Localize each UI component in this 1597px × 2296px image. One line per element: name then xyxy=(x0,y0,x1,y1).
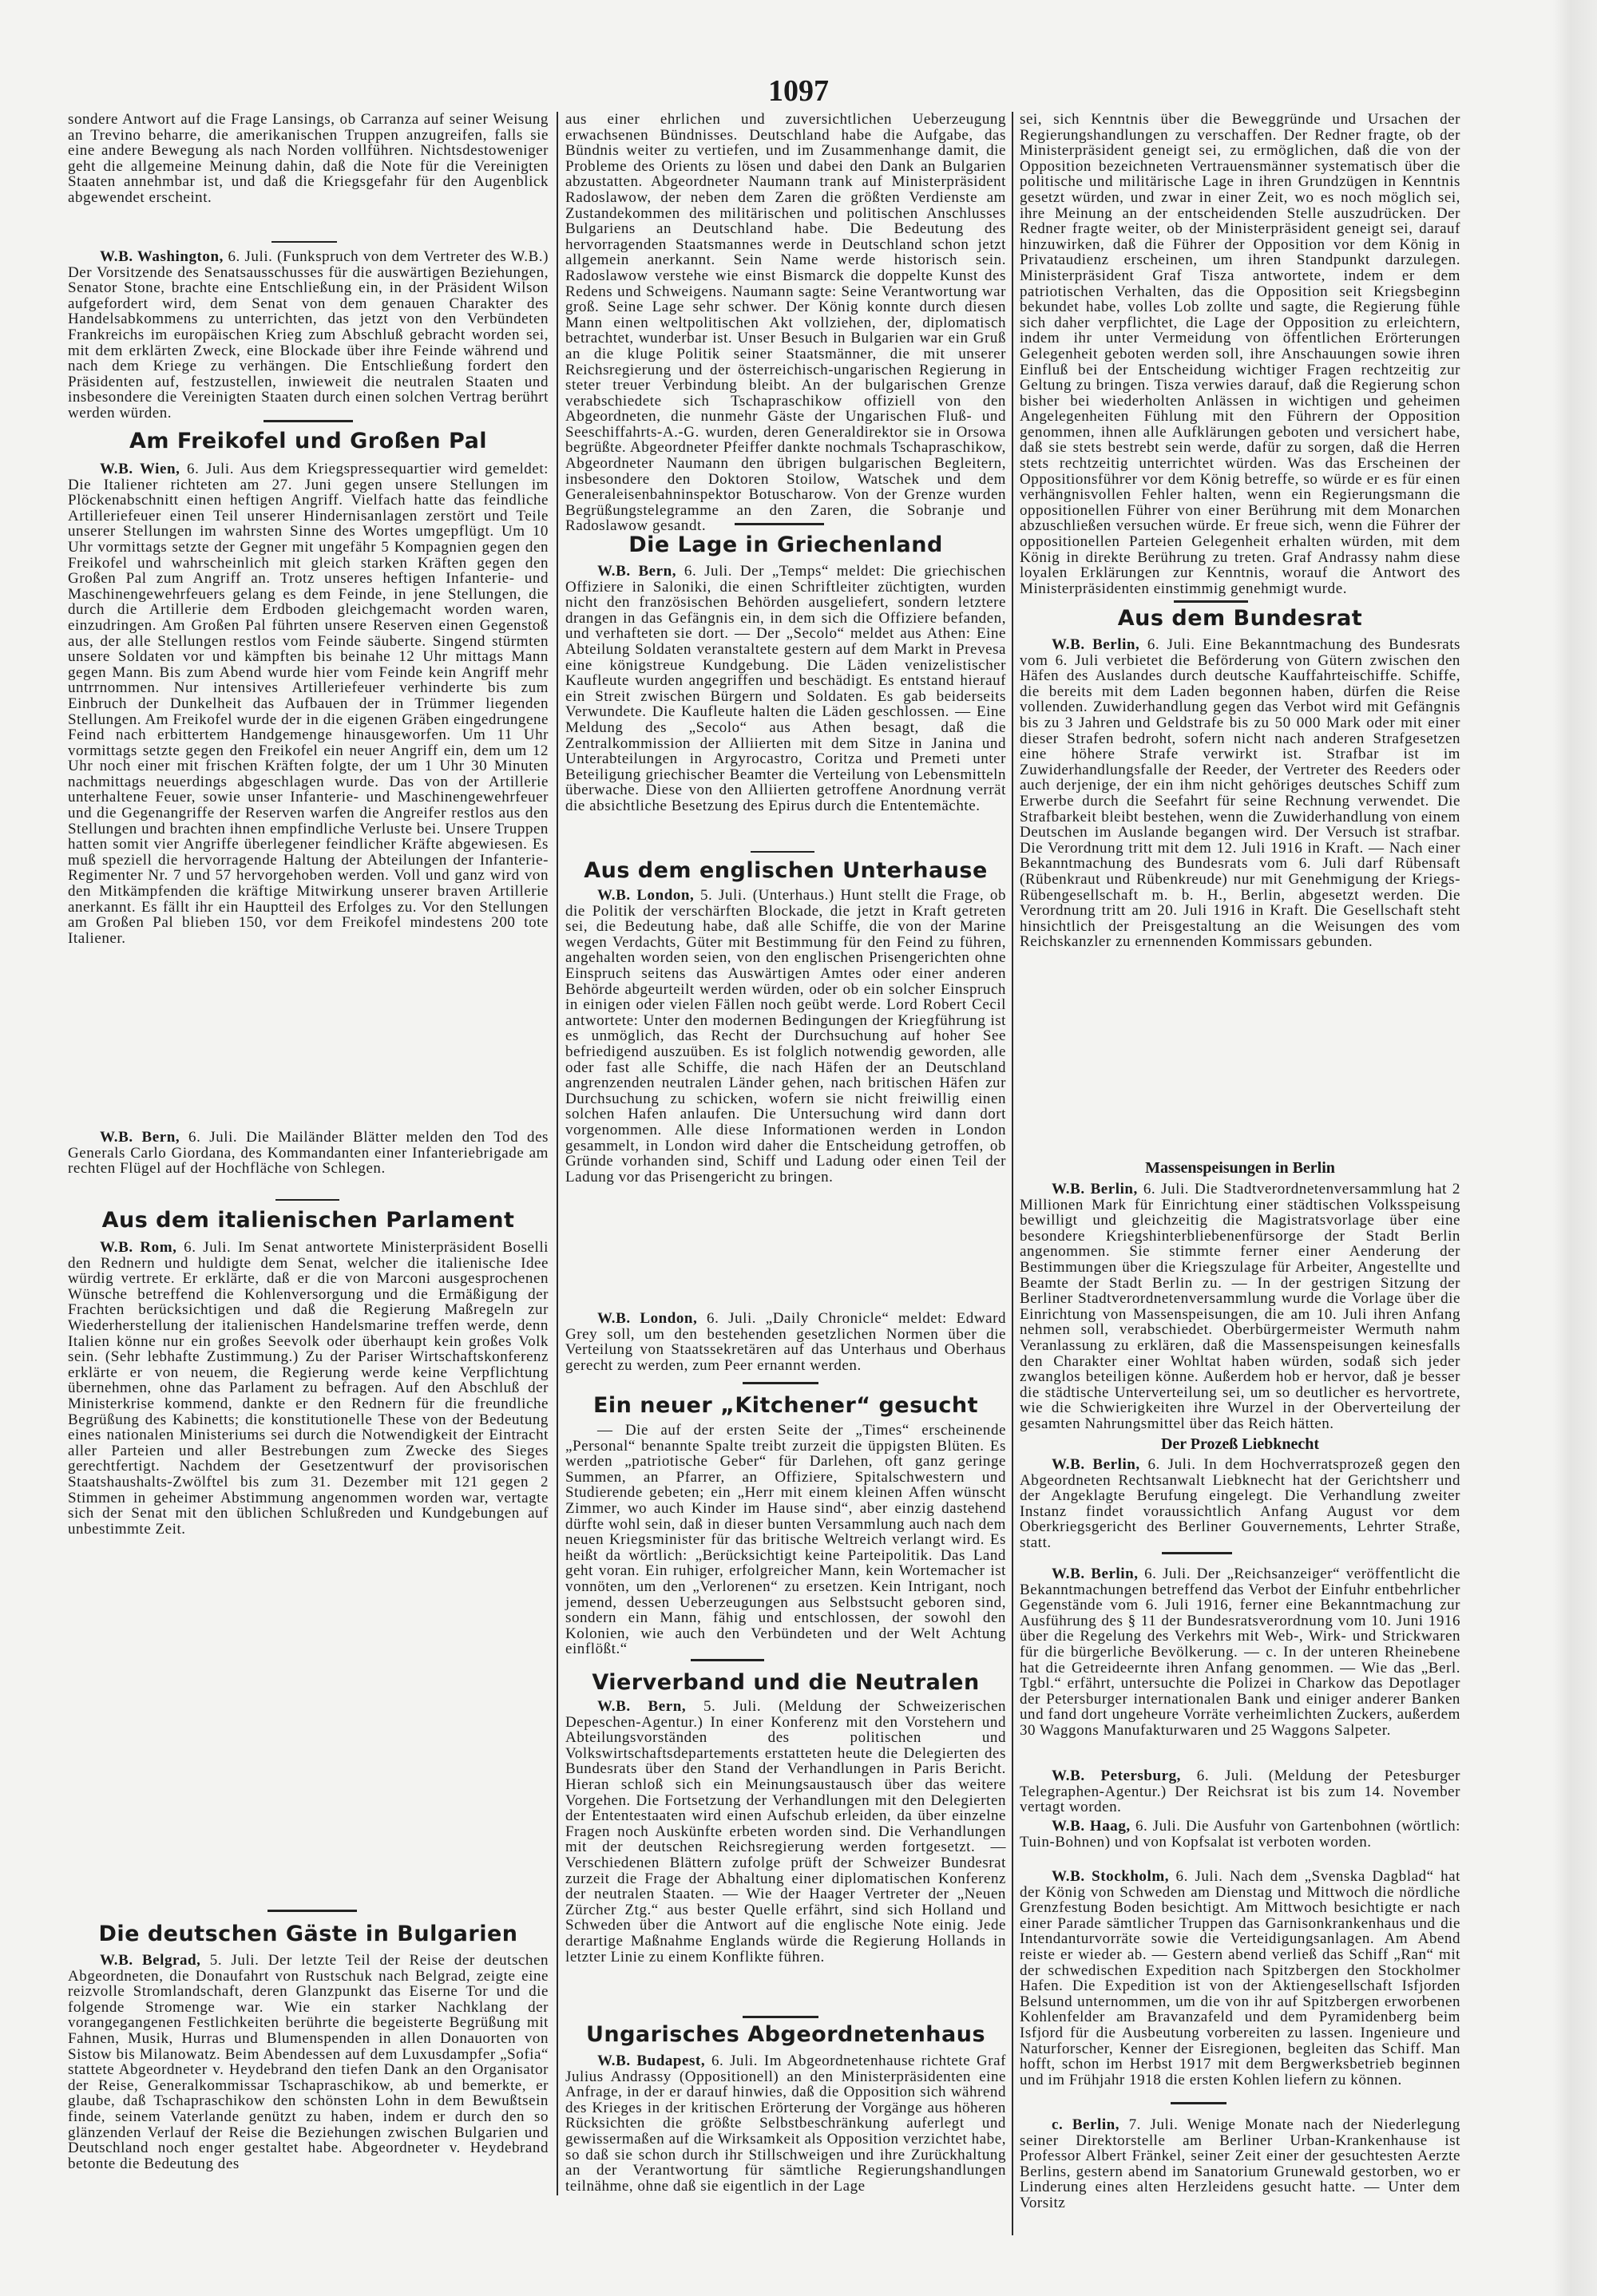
article-continuation: sei, sich Kenntnis über die Beweggründe und Ursachen der Regierungshandlungen zu verschaffen. Der Redner fragte, ob der Ministerpräsident geneigt sei, zu ermöglichen, daß die von der Opposition bezeichneten Vertrauensmänner systematisch über die politische und militärische Lage in ihren Grundzügen in Kenntnis gesetzt würden, und zwar in einer Zeit, wo es noch möglich sei, ihre Meinung an der entscheidenden Stelle auszudrücken. Der Redner fragte weiter, ob der Ministerpräsident geneigt sei, darauf hinzuwirken, daß die Führer der Opposition vor dem König in Privataudienz erscheinen, um ihren Standpunkt darzulegen. Ministerpräsident Graf Tisza antwortete, indem er dem patriotischen Verhalten, das die Opposition seit Kriegsbeginn bekundet habe, volles Lob zollte und sagte, die Regierung fühle sich daher verpflichtet, die Lage der Opposition zu erleichtern, indem ihr unter Vermeidung von öffentlichen Erörterungen Gelegenheit geboten werden soll, ihre Anschauungen sowie ihren Einfluß bei der Entscheidung wichtiger Fragen rechtzeitig zur Geltung zu bringen. Tisza verwies darauf, daß die Regierung schon bisher bei wiederholten Anlässen in wichtigen und geheimen Angelegenheiten Fühlung mit den Führern der Opposition genommen, ihnen alle Aufklärungen geboten und versichert habe, daß sie stets bestrebt sein werde, dafür zu sorgen, daß die Herren stets rechtzeitig unterrichtet würden. Was das Erscheinen der Oppositionsführer vor dem König betreffe, so würde er es für einen verhängnisvollen Fehler halten, wenn ein Regierungsmann die oppositionellen Führer von einer Berührung mit dem Monarchen abzuschließen versuchen würde. Er freue sich, wenn die Führer der oppositionellen Parteien Gelegenheit erhalten würden, mit dem König in direkte Berührung zu treten. Graf Andrassy nahm diese loyalen Erklärungen zur Kenntnis, worauf die Antwort des Ministerpräsidenten einstimmig genehmigt wurde. xyxy=(1020,111,1460,597)
article-continuation: sondere Antwort auf die Frage Lansings, ob Carranza auf seiner Weisung an Trevino beharre, die amerikanischen Truppen anzugreifen, falls sie eine andere Bewegung als nach Norden vollführen. Nichtsdestoweniger geht die allgemeine Meinung dahin, daß die Note für die Vereinigten Staaten annehmbar ist, und daß die Kriegsgefahr für den Augenblick abgewendet erscheint. xyxy=(68,111,549,206)
divider xyxy=(1174,600,1248,603)
article-belgrad: W.B. Belgrad, 5. Juli. Der letzte Teil der Reise der deutschen Abgeordneten, die Donaufahrt von Rustschuk nach Belgrad, zeigte eine reizvolle Stromlandschaft, deren Glanzpunkt das Eiserne Tor und die folgende Stromenge war. Wie ein starker Nachklang der vorangegangenen Festlichkeiten berührte die begeisterte Begrüßung mit Fahnen, Musik, Hurras und Blumenspenden in allen Donauorten von Sistow bis Milanowatz. Beim Abendessen auf dem Luxusdampfer „Sofia“ stattete Abgeordneter v. Heydebrand den tiefen Dank an den Organisator der Reise, Generalkommissar Tschapraschikow, ab und bemerkte, er glaube, daß Tschapraschikow den schönsten Lohn in dem Bewußtsein finde, seinem Vaterlande genützt zu haben, indem er durch den so glänzenden Verlauf der Reise die Beziehungen zwischen Bulgarien und Deutschland noch enger gestaltet habe. Abgeordneter v. Heydebrand betonte die Bedeutung des xyxy=(68,1952,549,2172)
article-washington: W.B. Washington, 6. Juli. (Funkspruch von dem Vertreter des W.B.) Der Vorsitzende des Senatsausschusses für die auswärtigen Beziehungen, Senator Stone, brachte eine Entschließung ein, in der Präsident Wilson aufgefordert wird, dem Senat von dem genauen Charakter des Handelsabkommens zu unterrichten, das jetzt von den Verbündeten Frankreichs im europäischen Krieg zum Abschluß gebracht worden sei, mit dem erklärten Zweck, eine Blockade über ihre Feinde während und nach dem Kriege zu verhängen. Die Entschließung fordert den Präsidenten auf, festzustellen, inwieweit die neutralen Staaten und insbesondere die Vereinigten Staaten durch einen solchen Vertrag berührt werden würden. xyxy=(68,248,549,422)
headline: Die Lage in Griechenland xyxy=(628,532,943,557)
subheading: Massenspeisungen in Berlin xyxy=(1145,1159,1335,1177)
article-rom: W.B. Rom, 6. Juli. Im Senat antwortete Ministerpräsident Boselli den Rednern und huldigte dem Senat, welcher die italienische Idee würdig vertrete. Er erklärte, daß er die von Marconi ausgesprochenen Wünsche betreffend die Kohlenversorgung und die Ermäßigung der Frachten berücksichtigen und daß die Regierung Maßregeln zur Wiederherstellung der italienischen Handelsmarine treffen werde, denn Italien könne nur ein großes Seevolk oder überhaupt kein großes Volk sein. (Sehr lebhafte Zustimmung.) Zu der Pariser Wirtschaftskonferenz erklärte er von neuem, die Regierung werde keine Verpflichtung übernehmen, ohne das Parlament zu befragen. Auf den Abschluß der Ministerkrise kommend, dankte er den Rednern für die freundliche Begrüßung des Kabinetts; die konstitutionelle These von der Bedeutung eines nationalen Ministeriums sei durch die Notwendigkeit der Eintracht aller Parteien und aller Bestrebungen zum Zwecke des Sieges gerechtfertigt. Nachdem der Gesetzentwurf der provisorischen Staatshaushalts-Zwölftel bis zum 31. Dezember mit 121 gegen 2 Stimmen in geheimer Abstimmung angenommen worden war, vertagte sich der Senat mit den üblichen Schlußreden und Kundgebungen auf unbestimmte Zeit. xyxy=(68,1239,549,1538)
column-divider xyxy=(1012,112,1013,2235)
article-london-5: W.B. London, 5. Juli. (Unterhaus.) Hunt stellt die Frage, ob die Politik der verschärften Blockade, die jetzt in Kraft getreten sei, die Bedeutung habe, daß alle Schiffe, die von der Marine wegen Verdachts, Güter mit Bestimmung für den Feind zu führen, angehalten worden seien, von den englischen Prisengerichten ohne Einspruch seitens das Auswärtigen Amtes oder einer anderen Behörde abgeurteilt werden würden, oder ob ein solcher Einspruch in einigen oder vielen Fällen noch geübt werde. Lord Robert Cecil antwortete: Unter den modernen Bedingungen der Kriegführung ist es unmöglich, das Recht der Durchsuchung auf hoher See befriedigend auszuüben. Es ist folglich notwendig geworden, alle oder fast alle Schiffe, die nach Häfen der an Deutschland angrenzenden neutralen Länder gehen, nach britischen Häfen zur Durchsuchung zu schicken, wofern sie nicht freiwillig einen solchen Hafen anlaufen. Die Untersuchung wird dann dort vorgenommen. Alle diese Informationen werden in London gesammelt, in London wird daher die Entscheidung getroffen, ob Gründe vorhanden sind, Schiff und Ladung oder einen Teil der Ladung vor das Prisengericht zu bringen. xyxy=(565,887,1007,1186)
article-bern: W.B. Bern, 6. Juli. Die Mailänder Blätter melden den Tod des Generals Carlo Giordana, des Kommandanten einer Infanteriebrigade am rechten Flügel auf der Hochfläche von Schlegen. xyxy=(68,1129,549,1178)
article-stockholm: W.B. Stockholm, 6. Juli. Nach dem „Svenska Dagblad“ hat der König von Schweden am Dienstag und Mittwoch die nördliche Grenzfestung Boden besichtigt. Am Mittwoch besichtigte er nach einer Parade sämtlicher Truppen das Garnisonkrankenhaus und die Intendanturvorräte sowie die Verteidigungsanlagen. Am Abend reiste er wieder ab. — Gestern abend verließ das Schiff „Ran“ mit der schwedischen Expedition nach Spitzbergen den Stockholmer Hafen. Die Expedition ist von der Aktiengesellschaft Isfjorden Belsund unternommen, um die von ihr auf Spitzbergen erworbenen Kohlenfelder am Bravanzafeld und dem Pyramidenberg beim Isfjord für die Ausbeutung vorbereiten zu lassen. Ingenieure und Naturforscher, Kenner der Eisregionen, begleiten das Schiff. Man hofft, schon im Herbst 1917 mit dem Bergwerksbetrieb beginnen und im Frühjahr 1918 die ersten Kohlen liefern zu können. xyxy=(1020,1868,1460,2088)
divider xyxy=(1171,2102,1226,2104)
article-vierverband: W.B. Bern, 5. Juli. (Meldung der Schweizerischen Depeschen-Agentur.) In einer Konferenz mit den Vorstehern und Abteilungsvorständen des politischen und Volkswirtschaftsdepartements erstatteten heute die Delegierten des Bundesrats über den Stand der Verhandlungen in Paris Bericht. Hieran schloß sich ein Meinungsaustausch über das weitere Vorgehen. Die Fortsetzung der Verhandlungen mit den Delegierten der Ententestaaten wird einen Aufschub erleiden, da über einzelne Fragen noch Auskünfte erbeten worden sind. Die Verhandlungen mit der deutschen Reichsregierung werden fortgesetzt. — Verschiedenen Blättern zufolge prüft der Schweizer Bundesrat zurzeit die Frage der Abhaltung einer diplomatischen Konferenz der neutralen Staaten. — Wie der Haager Vertreter der „Neuen Zürcher Ztg.“ aus bester Quelle erfährt, sind sich Holland und Schweden über die Antwort auf die englische Note einig. Jede derartige Maßnahme Englands würde die Regierung Hollands in letzter Linie zu einem Konflikte führen. xyxy=(565,1698,1006,1965)
headline: Ein neuer „Kitchener“ gesucht xyxy=(592,1393,979,1418)
article-griechenland: W.B. Bern, 6. Juli. Der „Temps“ meldet: Die griechischen Offiziere in Saloniki, die einen Schriftleiter züchtigten, wurden nicht den französischen Behörden ausgeliefert, sondern letztere drangen in das Gefängnis ein, in dem sich die Offiziere befanden, und verhafteten sie dort. — Der „Secolo“ meldet aus Athen: Eine Abteilung Soldaten veranstaltete gestern auf dem Markt in Prevesa eine königstreue Kundgebung. Die Läden venizelistischer Kaufleute wurden angegriffen und beschädigt. Es entstand hierauf ein Streit zwischen Bürgern und Soldaten. Es gab beiderseits Verwundete. Die Kaufleute halten die Läden geschlossen. — Eine Meldung des „Secolo“ aus Athen besagt, daß die Zentralkommission der Alliierten mit dem Sitze in Janina und Unterabteilungen in Argyrocastro, Coritza und Premeti unter Beteiligung griechischer Beamter die Verteilung von Lebensmitteln überwache. Diese von den Alliierten getroffene Anordnung verrät die absichtliche Besetzung des Epirus durch die Ententemächte. xyxy=(565,563,1006,814)
article-reichsanzeiger: W.B. Berlin, 6. Juli. Der „Reichsanzeiger“ veröffentlicht die Bekanntmachungen betreffend das Verbot der Einfuhr entbehrlicher Gegenstände vom 6. Juli 1916, ferner eine Bekanntmachung zur Ausführung des § 11 der Bundesratsverordnung vom 10. Juni 1916 über die Regelung des Verkehrs mit Web-, Wirk- und Strickwaren für die bürgerliche Bevölkerung. — c. In der unteren Rheinebene hat die Getreideernte ihren Anfang genommen. — Wie das „Berl. Tgbl.“ erfährt, untersuchte die Polizei in Charkow das Depotlager der Petersburger internationalen Bank und einiger anderer Banken und fand dort ungeheure Vorräte verheimlichten Zuckers, außerdem 30 Waggons Manufakturwaren und 25 Waggons Salpeter. xyxy=(1020,1566,1460,1739)
article-bundesrat: W.B. Berlin, 6. Juli. Eine Bekanntmachung des Bundesrats vom 6. Juli verbietet die Beförderung von Gütern zwischen den Häfen des Auslandes durch deutsche Kauffahrteischiffe. Schiffe, die bereits mit dem Laden begonnen haben, dürfen die Reise vollenden. Zuwiderhandlung gegen das Verbot wird mit Gefängnis bis zu 3 Jahren und Geldstrafe bis zu 50 000 Mark oder mit einer dieser Strafen bedroht, sofern nicht nach anderen Strafgesetzen eine höhere Strafe verwirkt ist. Strafbar ist im Zuwiderhandlungsfalle der Reeder, der Vertreter des Reeders oder auch derjenige, der ein ihm nicht gehöriges deutsches Schiff zum Erwerbe durch die Seefahrt für seine Rechnung verwendet. Die Strafbarkeit bleibt bestehen, wenn die Zuwiderhandlung von einem Deutschen im Auslande begangen wird. Der Versuch ist strafbar. Die Verordnung tritt mit dem 12. Juli 1916 in Kraft. — Nach einer Bekanntmachung des Bundesrats vom 6. Juli darf Rübensaft (Rübenkraut und Rübenkreude) nur mit Genehmigung der Kriegs-Rübengesellschaft m. b. H., Berlin, abgesetzt werden. Die Verordnung tritt am 20. Juli 1916 in Kraft. Die Gesellschaft steht hinsichtlich der Preisgestaltung an die Weisungen des vom Reichskanzler zu ernennenden Kommissars gebunden. xyxy=(1020,636,1460,951)
headline: Vierverband und die Neutralen xyxy=(592,1670,980,1695)
divider xyxy=(743,2016,818,2018)
headline: Aus dem englischen Unterhause xyxy=(584,858,988,883)
headline: Aus dem italienischen Parlament xyxy=(101,1208,515,1233)
article-wien: W.B. Wien, 6. Juli. Aus dem Kriegspressequartier wird gemeldet: Die Italiener richteten am 27. Juni gegen unsere Stellungen im Plöckenabschnitt einen heftigen Angriff. Vielfach hatte das feindliche Artilleriefeuer einen Teil unserer Hindernisanlagen zerstört und Teile unserer Stellungen im wahrsten Sinne des Wortes umgepflügt. Um 10 Uhr vormittags setzte der Gegner mit ungefähr 5 Kompagnien gegen den Freikofel und wahrscheinlich mit gleich starken Kräften gegen den Großen Pal zum Angriff an. Trotz unseres heftigen Infanterie- und Maschinengewehrfeuers gelang es dem Feinde, in jene Stellungen, die durch die Artillerie dem Erdboden gleichgemacht worden waren, einzudringen. Am Großen Pal führten unsere Reserven einen Gegenstoß aus, der alle Stellungen restlos vom Feinde säuberte. Singend stürmten unsere Soldaten vor und kämpften bis beinahe 12 Uhr mittags Mann gegen Mann. Bis zum Abend wurde hier vom Feinde kein Angriff mehr untrrnommen. Nur intensives Artilleriefeuer verhinderte bis zum Einbruch der Dunkelheit das Aufbauen der in Trümmer liegenden Stellungen. Am Freikofel wurde der in die eigenen Gräben eingedrungene Feind nach erbittertem Handgemenge hinausgeworfen. Um 11 Uhr vormittags setzte gegen den Freikofel ein neuer Angriff ein, dem um 12 Uhr noch einer mit frischen Kräften folgte, der um 1 Uhr 30 Minuten nachmittags neuerdings abgeschlagen wurde. Das von der Artillerie unterhaltene Feuer, sowie unser Infanterie- und Maschinengewehrfeuer und die Gegenangriffe der Reserven warfen die Angreifer restlos aus den Stellungen und brachten ihnen empfindliche Verluste bei. Unsere Truppen hatten somit vier Angriffe überlegener feindlicher Kräfte abgewiesen. Es muß speziell die hervorragende Haltung der Abteilungen der Infanterie-Regimenter Nr. 7 und 57 hervorgehoben werden. Voll und ganz wird von den Mitkämpfenden die kräftige Mitwirkung unserer braven Artillerie anerkannt. Es fällt ihr ein Hauptteil des Erfolges zu. Vor den Stellungen am Großen Pal blieben 150, vor dem Freikofel mindestens 200 tote Italiener. xyxy=(68,461,549,947)
headline: Ungarisches Abgeordnetenhaus xyxy=(585,2022,986,2047)
article-kitchener: — Die auf der ersten Seite der „Times“ erscheinende „Personal“ benannte Spalte treibt zurzeit die üppigsten Blüten. Es werden „patriotische Geber“ für Darlehen, oft ganz geringe Summen, an Pfarrer, an Offiziere, Spitalschwestern und Studierende gebeten; ein „Herr mit einem kleinen Affen wünscht Zimmer, wo auch Kinder im Hause sind“, aber einzig dastehend dürfte wohl sein, daß in dieser bunten Versammlung auch nach dem neuen Kriegsminister für das britische Weltreich verlangt wird. Es heißt da wörtlich: „Berücksichtigt keine Parteipolitik. Das Land geht voran. Ein ruhiger, erfolgreicher Mann, kein Wortemacher ist vonnöten, um den „Verlorenen“ zu ersetzen. Kein Intrigant, noch jemend, dessen Ueberzeugungen aus Selbstsucht geboren sind, sondern ein Mann, fähig und entschlossen, der sowohl den Kolonien, wie auch den Verbündeten und der Welt Achtung einflößt.“ xyxy=(565,1422,1006,1658)
divider xyxy=(751,851,814,853)
divider xyxy=(743,1382,818,1384)
article-budapest: W.B. Budapest, 6. Juli. Im Abgeordnetenhause richtete Graf Julius Andrassy (Oppositionell) an den Ministerpräsidenten eine Anfrage, in der er darauf hinwies, daß die Opposition sich während des Krieges in der kritischen Erörterung der Vorgänge aus höheren Rücksichten die größte Selbstbeschränkung auferlegt und gewissermaßen auf die Wirksamkeit als Opposition verzichtet habe, so daß sie schon durch ihr Stillschweigen und ihre Zurückhaltung an der Verantwortung für sämtliche Regierungshandlungen teilnähme, ohne daß sie eigentlich in der Lage xyxy=(565,2053,1006,2195)
headline: Die deutschen Gäste in Bulgarien xyxy=(98,1922,518,1946)
column-divider xyxy=(557,112,558,2195)
article-massenspeisungen: W.B. Berlin, 6. Juli. Die Stadtverordnetenversammlung hat 2 Millionen Mark für Einrichtung einer städtischen Volksspeisung bewilligt und gleichzeitig die Magistratsvorlage über eine besondere Kriegshinterbliebenenfürsorge der Stadt Berlin angenommen. Sie stimmte ferner einer Aenderung der Bestimmungen über die Kriegszulage für Arbeiter, Angestellte und Beamte der Stadt Berlin zu. — In der gestrigen Sitzung der Berliner Stadtverordnetenversammlung wurde die Vorlage über die Einrichtung von Massenspeisungen, die am 10. Juli ihren Anfang nehmen soll, verabschiedet. Oberbürgermeister Wermuth nahm Veranlassung zu erklären, daß die Massenspeisungen keinesfalls den Charakter einer Wohltat haben würden, sodaß sich jeder zwanglos beteiligen könne. Außerdem hob er hervor, daß je besser die städtische Unterverteilung sei, um so deutlicher es hervortrete, wie die Schwierigkeiten ihre Wurzel in der Oberverteilung der gesamten Nahrungsmittel über das Reich hätten. xyxy=(1020,1181,1460,1432)
divider xyxy=(267,1910,357,1912)
article-london-6: W.B. London, 6. Juli. „Daily Chronicle“ meldet: Edward Grey soll, um den bestehenden gesetzlichen Normen über die Verteilung von Staatssekretären auf das Unterhaus und Oberhaus gerecht zu werden, zum Peer ernannt werden. xyxy=(565,1310,1006,1374)
page-edge-shadow xyxy=(1553,0,1597,2296)
divider xyxy=(271,241,337,243)
article-petersburg: W.B. Petersburg, 6. Juli. (Meldung der Petesburger Telegraphen-Agentur.) Der Reichsrat ist bis zum 14. November vertagt worden. xyxy=(1020,1768,1461,1816)
article-liebknecht: W.B. Berlin, 6. Juli. In dem Hochverratsprozeß gegen den Abgeordneten Rechtsanwalt Liebknecht hat der Gerichtsherr und der Angeklagte Berufung eingelegt. Die Verhandlung zweiter Instanz findet voraussichtlich Anfang August vor dem Oberkriegsgericht des Berliner Gouvernements, Lehrter Straße, statt. xyxy=(1020,1456,1460,1551)
divider xyxy=(275,1199,339,1201)
article-c-berlin: c. Berlin, 7. Juli. Wenige Monate nach der Niederlegung seiner Direktorstelle am Berliner Urban-Krankenhause ist Professor Albert Fränkel, seiner Zeit einer der gesuchtesten Aerzte Berlins, gestern abend im Sanatorium Grunewald gestorben, wo er Linderung eines alten Herzleidens gesucht hatte. — Unter dem Vorsitz xyxy=(1020,2116,1460,2211)
page-number: 1097 xyxy=(768,74,829,108)
headline: Am Freikofel und Großen Pal xyxy=(129,429,488,453)
divider xyxy=(691,1659,764,1661)
article-continuation: aus einer ehrlichen und zuversichtlichen Ueberzeugung erwachsenen Bündnisses. Deutschland habe die Aufgabe, das Bündnis weiter zu vertiefen, und im Zusammenhange damit, die Probleme des Orients zu lösen und dabei den Dank an Bulgarien abzustatten. Abgeordneter Naumann trank auf Ministerpräsident Radoslawow, der neben dem Zaren die größten Verdienste am Zustandekommen des militärischen und politischen Anschlusses Bulgariens an Deutschland habe. Die Bedeutung des hervorragenden Staatsmannes werde in Deutschland schon jetzt allgemein anerkannt. Sein Name werde historisch sein. Radoslawow verstehe wie einst Bismarck die doppelte Kunst des Redens und Schweigens. Naumann sagte: Seine Verantwortung war groß. Seine Lage sehr schwer. Der König konnte durch diesen Mann einen weltpolitischen Akt vollziehen, der, diplomatisch betrachtet, wunderbar ist. Unser Besuch in Bulgarien war ein Gruß an die kluge Politik seiner Staatsmänner, die mit unserer Reichsregierung und der österreichisch-ungarischen Regierung in steter treuer Verbindung bleibt. An der bulgarischen Grenze verabschiedete sich Tschapraschikow offiziell von den Abgeordneten, die nunmehr Gäste der Ungarischen Fluß- und Seeschiffahrts-A.-G. wurden, deren Generaldirektor sie in Orsowa begrüßte. Abgeordneter Pfeiffer dankte nochmals Tschapraschikow, Abgeordneter Naumann den übrigen bulgarischen Begleitern, insbesondere den Doktoren Stoilow, Watschek und dem Generaleisenbahninspektor Botuscharow. Von der Grenze wurden Begrüßungstelegramme an den Zaren, die Sobranje und Radoslawow gesandt. xyxy=(565,111,1006,535)
subheading: Der Prozeß Liebknecht xyxy=(1160,1435,1320,1453)
divider xyxy=(1162,1552,1232,1554)
divider xyxy=(264,420,353,422)
headline: Aus dem Bundesrat xyxy=(1117,606,1363,631)
article-haag: W.B. Haag, 6. Juli. Die Ausfuhr von Gartenbohnen (wörtlich: Tuin-Bohnen) und von Kopfsalat ist verboten worden. xyxy=(1020,1818,1460,1851)
divider xyxy=(735,523,824,525)
